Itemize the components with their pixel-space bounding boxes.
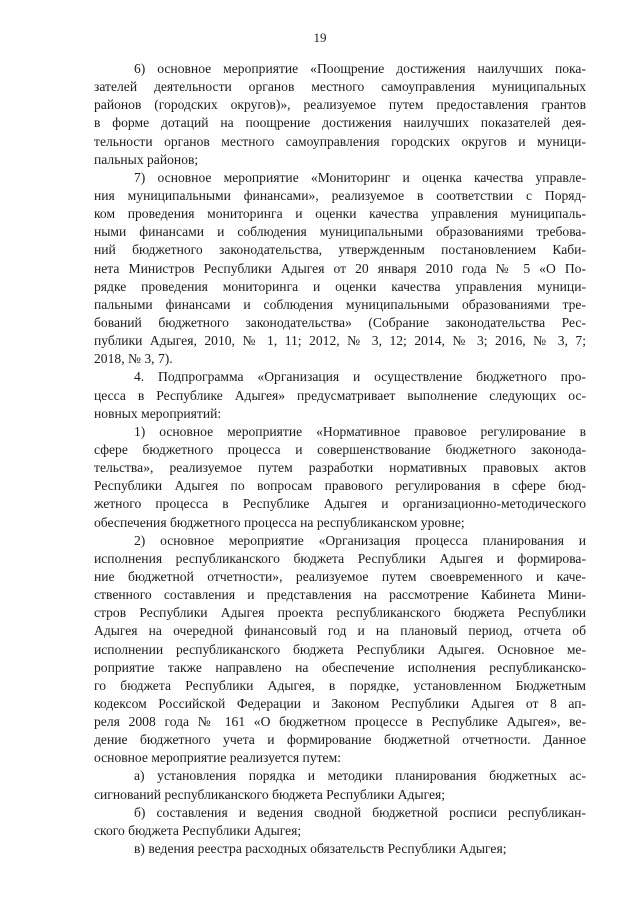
paragraph [94,423,586,532]
text-line: 2) основное мероприятие «Организация процесса планирования и [134,532,586,548]
text-line: в форме дотаций на поощрение достижения наилучших показателей дея- [94,115,586,131]
text-line: нета Министров Республики Адыгея от 20 января 2010 года № 5 «О По- [94,260,586,276]
text-line: зателей деятельности органов местного самоуправления муниципальных [94,79,586,95]
text-line: Республики Адыгея по вопросам правового регулирования в сфере бюд- [94,478,586,494]
text-line: роприятие также направлено на обеспечение исполнения республиканско- [94,659,586,675]
text-line: сигнований республиканского бюджета Республики Адыгея; [94,786,446,802]
text-line: б) составления и ведения сводной бюджетной росписи республикан- [134,804,586,820]
text-line: жетного процесса в Республике Адыгея и организационно-методического [94,496,586,512]
paragraph [94,532,586,768]
text-line: сфере бюджетного процесса и совершенствование бюджетного законода- [94,441,586,457]
paragraph [94,767,586,803]
text-line: новных мероприятий: [94,405,222,421]
text-line: Адыгея на очередной финансовый год и на плановый период, отчета об [94,623,586,639]
text-line: цесса в Республике Адыгея» предусматривает выполнение следующих ос- [94,387,586,403]
text-line: ского бюджета Республики Адыгея; [94,822,302,838]
text-line: ственного составления и представления на рассмотрение Кабинета Мини- [94,587,586,603]
text-line: в) ведения реестра расходных обязательств Республики Адыгея; [134,841,507,857]
text-line: исполнения республиканского бюджета Республики Адыгея и формирова- [94,550,586,566]
text-line: тельства», реализуемое путем разработки нормативных правовых актов [94,460,586,476]
text-line: ния муниципальными финансами», реализуемое в соответствии с Поряд- [94,187,586,203]
text-line: обеспечения бюджетного процесса на республиканском уровне; [94,514,465,530]
paragraph [94,804,586,840]
text-line: 4. Подпрограмма «Организация и осуществление бюджетного про- [134,369,586,385]
text-line: 2018, № 3, 7). [94,351,173,367]
text-line: пальных районов; [94,151,199,167]
page-number: 19 [313,30,327,45]
text-line: ными финансами и соблюдения муниципальными образованиями требова- [94,224,586,240]
paragraph [94,840,586,858]
text-line: дение бюджетного учета и формирование бюджетной отчетности. Данное [94,732,586,748]
paragraph [94,368,586,422]
text-line: рядке проведения мониторинга и оценки качества управления муници- [94,278,586,294]
text-line: основное мероприятие реализуется путем: [94,750,341,766]
text-line: районов (городских округов)», реализуемое путем предоставления грантов [94,97,586,113]
text-line: ком проведения мониторинга и оценки качества управления муниципаль- [94,206,586,222]
text-line: го бюджета Республики Адыгея, в порядке, установленном Бюджетным [94,677,586,693]
text-line: кодексом Российской Федерации и Законом Республики Адыгея от 8 ап- [94,695,586,711]
text-line: 1) основное мероприятие «Нормативное правовое регулирование в [134,423,586,439]
text-line: 6) основное мероприятие «Поощрение достижения наилучших пока- [134,61,586,76]
text-line: стров Республики Адыгея проекта республиканского бюджета Республики [94,605,586,621]
paragraph [94,60,586,169]
text-line: бований бюджетного законодательства» (Собрание законодательства Рес- [94,314,586,330]
text-line: реля 2008 года № 161 «О бюджетном процессе в Республике Адыгея», ве- [94,714,586,730]
text-line: 7) основное мероприятие «Мониторинг и оценка качества управле- [134,169,586,185]
paragraph [94,169,586,369]
text-line: ние бюджетной отчетности», реализуемое путем своевременного и каче- [94,568,586,584]
text-line: публики Адыгея, 2010, № 1, 11; 2012, № 3, 12; 2014, № 3; 2016, № 3, 7; [94,333,586,349]
text-line: а) установления порядка и методики планирования бюджетных ас- [134,768,586,784]
document-body [94,60,586,858]
text-line: ний бюджетного законодательства, утвержденным постановлением Каби- [94,242,586,258]
text-line: исполнении республиканского бюджета Республики Адыгея. Основное ме- [94,641,586,657]
text-line: пальными финансами и соблюдения муниципальными образованиями тре- [94,296,586,312]
text-line: тельности органов местного самоуправления городских округов и муници- [94,133,586,149]
